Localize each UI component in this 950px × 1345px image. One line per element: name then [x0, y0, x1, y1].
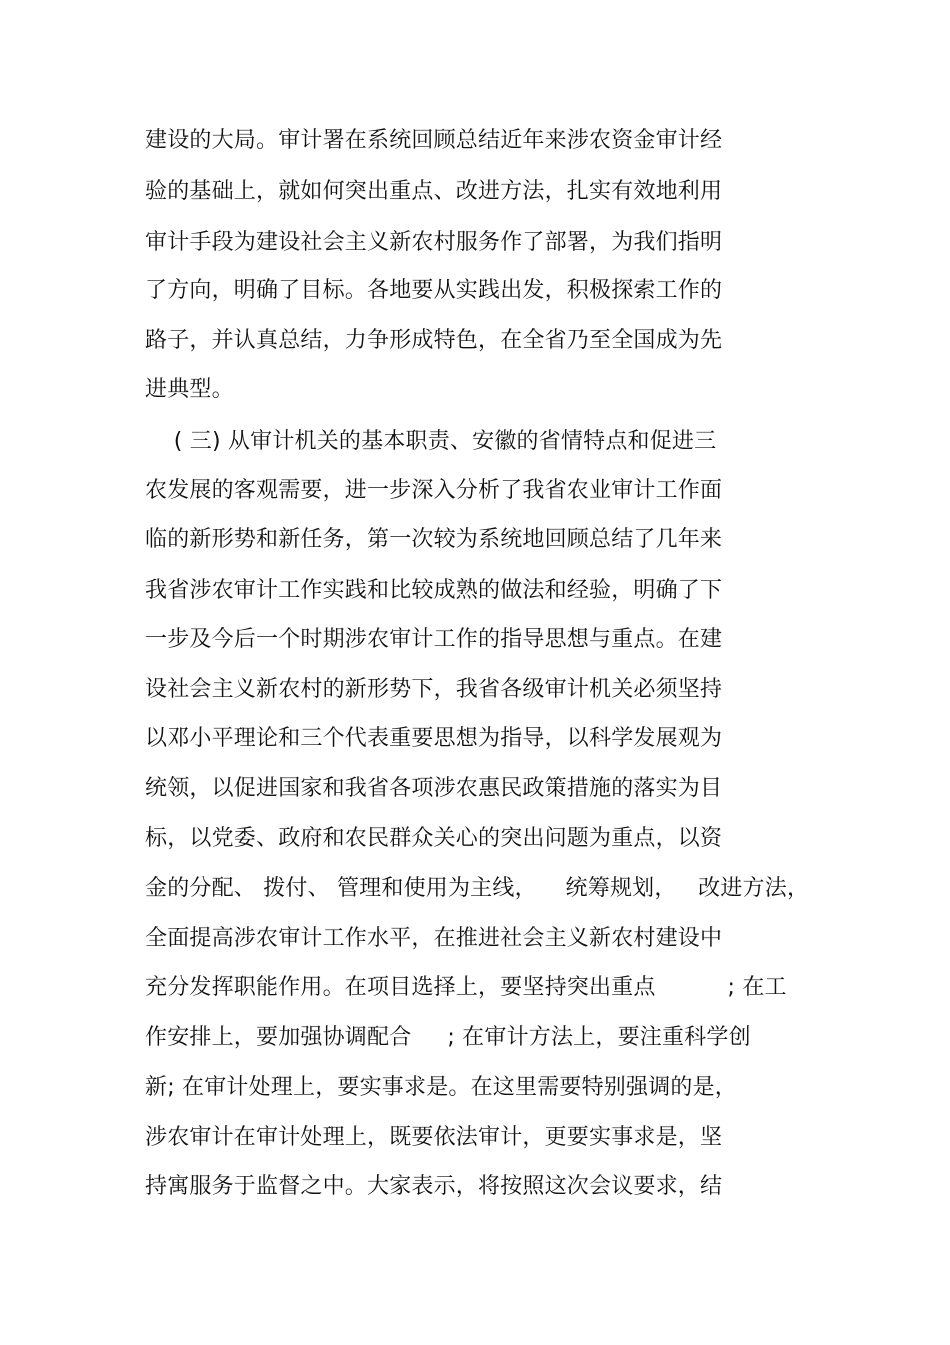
text-line: 路子，并认真总结，力争形成特色，在全省乃至全国成为先	[145, 328, 723, 353]
text-line: 验的基础上，就如何突出重点、改进方法，扎实有效地利用	[145, 179, 723, 204]
text-line: 持寓服务于监督之中。大家表示，将按照这次会议要求，结	[145, 1174, 723, 1199]
text-line: 审计手段为建设社会主义新农村服务作了部署，为我们指明	[145, 230, 723, 255]
text-line: 涉农审计在审计处理上，既要依法审计，更要实事求是，坚	[145, 1125, 723, 1150]
text-line: 进典型。	[145, 377, 234, 402]
text-line: 标，以党委、政府和农民群众关心的突出问题为重点，以资	[145, 826, 723, 851]
text-line: 以邓小平理论和三个代表重要思想为指导，以科学发展观为	[145, 726, 723, 751]
text-line: 农发展的客观需要，进一步深入分析了我省农业审计工作面	[145, 478, 723, 503]
text-line: 一步及今后一个时期涉农审计工作的指导思想与重点。在建	[145, 627, 723, 652]
text-line: 金的分配、 拨付、 管理和使用为主线， 统筹规划， 改进方法，	[145, 876, 810, 901]
text-line: 我省涉农审计工作实践和比较成熟的做法和经验，明确了下	[145, 578, 723, 603]
text-line: 全面提高涉农审计工作水平，在推进社会主义新农村建设中	[145, 926, 723, 951]
text-line: 临的新形势和新任务，第一次较为系统地回顾总结了几年来	[145, 527, 723, 552]
paragraph-start-line: ( 三) 从审计机关的基本职责、安徽的省情特点和促进三	[145, 429, 717, 454]
text-line: 作安排上，要加强协调配合 ; 在审计方法上，要注重科学创	[145, 1025, 751, 1050]
text-line: 了方向，明确了目标。各地要从实践出发，积极探索工作的	[145, 278, 723, 303]
text-line: 设社会主义新农村的新形势下，我省各级审计机关必须坚持	[145, 677, 723, 702]
text-line: 统领，以促进国家和我省各项涉农惠民政策措施的落实为目	[145, 776, 723, 801]
text-line: 充分发挥职能作用。在项目选择上，要坚持突出重点 ; 在工	[145, 975, 787, 1000]
text-line: 建设的大局。审计署在系统回顾总结近年来涉农资金审计经	[145, 128, 723, 153]
text-line: 新; 在审计处理上，要实事求是。在这里需要特别强调的是，	[145, 1075, 738, 1100]
